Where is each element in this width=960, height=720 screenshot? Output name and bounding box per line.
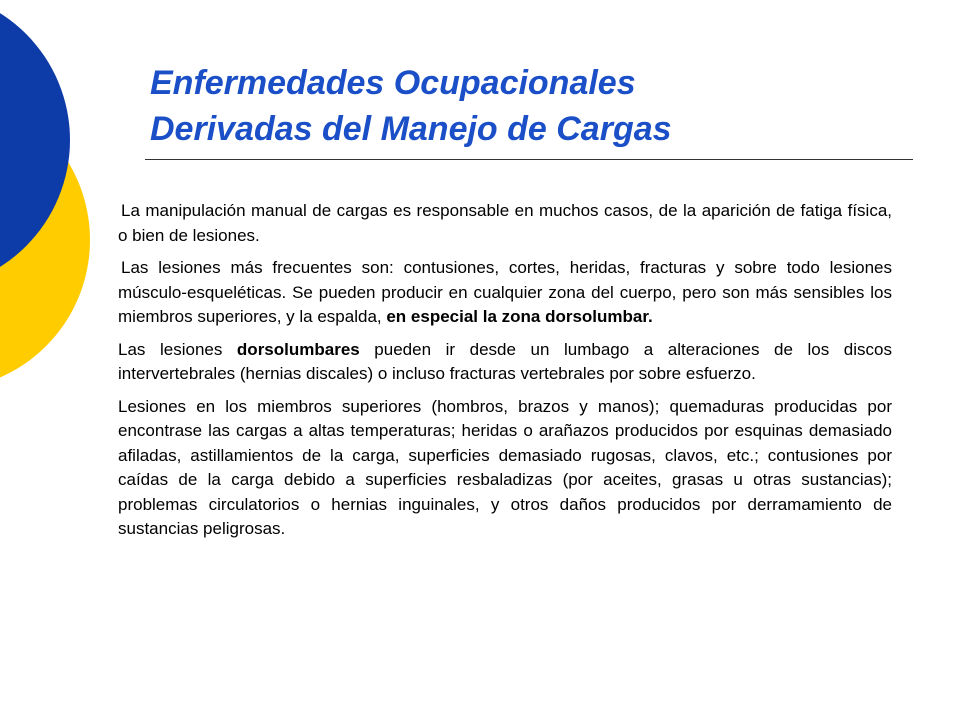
paragraph-3-text-after: pueden ir desde un lumbago a alteraciones de los discos intervertebrales (hernias discales) o incluso fracturas vertebrales por sobre esfuerzo.	[118, 339, 892, 383]
paragraph-4-text: Lesiones en los miembros superiores (hombros, brazos y manos); quemaduras producidas por encontrase las cargas a altas temperaturas; heridas o arañazos producidos por esquinas demasiado afiladas, astillamientos de la carga, superficies demasiado rugosas, clavos, etc.; contusiones por caídas de la carga debido a superficies resbaladizas (por aceites, grasas u otras sustancias); problemas circulatorios o hernias inguinales, y otros daños producidos por derramamiento de sustancias peligrosas.	[118, 396, 892, 538]
paragraph-dorsolumbar	[118, 338, 892, 387]
slide-title	[150, 60, 930, 152]
decorative-circles	[0, 0, 110, 400]
paragraph-fatigue	[118, 199, 892, 248]
slide-title-line-1: Enfermedades Ocupacionales	[150, 64, 636, 102]
paragraph-1-text: La manipulación manual de cargas es responsable en muchos casos, de la aparición de fatiga física, o bien de lesiones.	[118, 201, 892, 245]
paragraph-2-text: Las lesiones más frecuentes son: contusiones, cortes, heridas, fracturas y sobre todo lesiones músculo-esqueléticas. Se pueden producir en cualquier zona del cuerpo, pero son más sensibles los miembros superiores, y la espalda,	[118, 258, 892, 326]
slide-title-line-2: Derivadas del Manejo de Cargas	[150, 110, 672, 148]
paragraph-2-bold: en especial la zona dorsolumbar.	[386, 307, 653, 326]
paragraph-upper-limbs	[118, 395, 892, 542]
slide-body	[118, 199, 892, 550]
title-underline	[145, 159, 913, 160]
paragraph-3-bold: dorsolumbares	[236, 339, 360, 359]
paragraph-3-text-before: Las lesiones	[118, 339, 237, 359]
paragraph-frequent-injuries	[118, 256, 892, 330]
